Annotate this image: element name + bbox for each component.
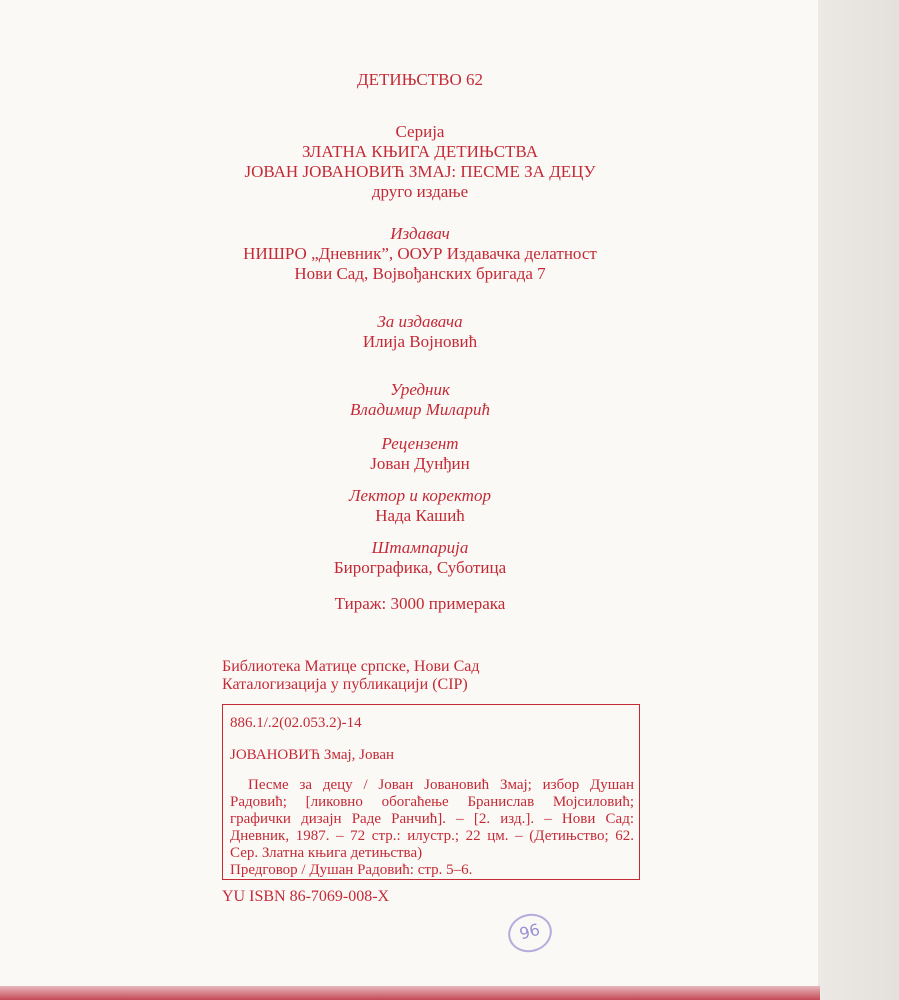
cip-body [230, 777, 634, 879]
isbn: YU ISBN 86-7069-008-X [222, 888, 390, 905]
proofreader-label: Лектор и коректор [349, 486, 491, 505]
cip-foreword: Предговор / Душан Радовић: стр. 5–6. [230, 862, 473, 878]
editor-name: Владимир Миларић [350, 400, 490, 419]
series-label: Серија [395, 122, 445, 141]
library-line-1: Библиотека Матице српске, Нови Сад [222, 658, 480, 675]
library-line-2: Каталогизација у публикацији (CIP) [222, 676, 468, 693]
for-publisher-label: За издавача [377, 312, 463, 331]
cip-classification: 886.1/.2(02.053.2)-14 [230, 715, 362, 731]
cover-edge-band [0, 986, 820, 1000]
facing-page-edge [818, 0, 899, 1000]
editor-label: Уредник [390, 380, 450, 399]
printer-name: Бирографика, Суботица [333, 558, 507, 577]
series-number: ДЕТИЊСТВО 62 [356, 70, 484, 89]
reviewer-label: Рецензент [381, 434, 459, 453]
publisher-name: НИШРО „Дневник”, ООУР Издавачка делатност [243, 244, 597, 263]
library-stamp: 96 [504, 909, 556, 957]
cip-author: ЈОВАНОВИЋ Змај, Јован [230, 747, 395, 763]
publisher-label: Издавач [390, 224, 450, 243]
cip-description: Песме за децу / Јован Јовановић Змај; избор Душан Радовић; [ликовно обогаћење Бранислав Мојсиловић; графички дизајн Раде Ранчић]. – [2. изд.]. – Нови Сад: Дневник, 1987. – 72 стр.: илустр.; 22 цм. – (Детињство; 62. Сер. Златна књига детињства) [230, 777, 634, 861]
series-name: ЗЛАТНА КЊИГА ДЕТИЊСТВА [302, 142, 538, 161]
cip-record-box [222, 704, 640, 880]
edition: друго издање [371, 182, 469, 201]
print-run: Тираж: 3000 примерака [334, 594, 506, 613]
printer-label: Штампарија [371, 538, 469, 557]
reviewer-name: Јован Дунђин [370, 454, 470, 473]
proofreader-name: Нада Кашић [375, 506, 465, 525]
book-title: ЈОВАН ЈОВАНОВИЋ ЗМАЈ: ПЕСМЕ ЗА ДЕЦУ [244, 162, 596, 181]
for-publisher-name: Илија Војновић [362, 332, 478, 351]
publisher-address: Нови Сад, Војвођанских бригада 7 [294, 264, 546, 283]
